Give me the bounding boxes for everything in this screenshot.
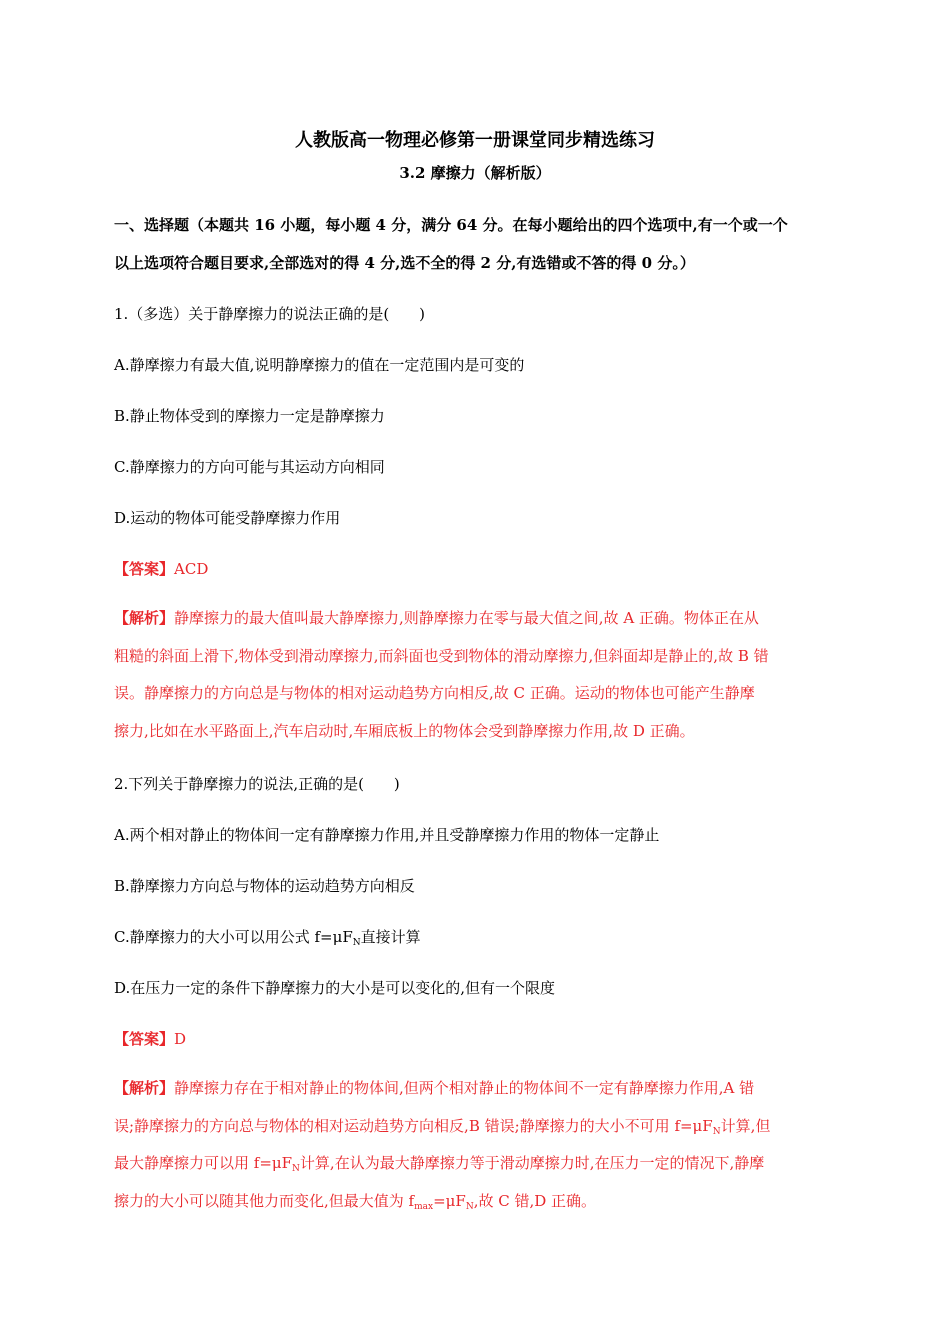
question-2-option-c: C.静摩擦力的大小可以用公式 $f=\mu F_N$直接计算 [114,928,421,948]
document-subtitle: 3.2 摩擦力（解析版） [399,164,551,182]
analysis-line: 擦力,比如在水平路面上,汽车启动时,车厢底板上的物体会受到静摩擦力作用,故 D 正确。 [114,721,695,740]
analysis-label: 【解析】 [114,609,175,627]
question-2-option-a: A.两个相对静止的物体间一定有静摩擦力作用,并且受静摩擦力作用的物体一定静止 [114,826,660,844]
question-2-option-d: D.在压力一定的条件下静摩擦力的大小是可以变化的,但有一个限度 [114,979,556,997]
analysis-line: 最大静摩擦力可以用 $f=\mu F_N$计算,在认为最大静摩擦力等于滑动摩擦力时,在压力一定的情况下,静摩 [114,1154,765,1174]
question-2-option-b: B.静摩擦力方向总与物体的运动趋势方向相反 [114,877,415,895]
question-1-option-a: A.静摩擦力有最大值,说明静摩擦力的值在一定范围内是可变的 [114,356,525,374]
question-1-option-c: C.静摩擦力的方向可能与其运动方向相同 [114,458,385,476]
question-1-option-d: D.运动的物体可能受静摩擦力作用 [114,509,341,527]
answer-label: 【答案】 [114,560,175,578]
question-1-answer [114,558,844,579]
question-2-stem: 2.下列关于静摩擦力的说法,正确的是( ) [114,775,400,793]
section-instructions-line-1: 一、选择题（本题共 16 小题，每小题 4 分，满分 64 分。在每小题给出的四个选项中,有一个或一个 [114,216,788,234]
section-instructions-line-2: 以上选项符合题目要求,全部选对的得 4 分,选不全的得 2 分,有选错或不答的得 0 分。） [114,254,695,272]
question-2-answer [114,1028,844,1049]
question-1-stem: 1.（多选）关于静摩擦力的说法正确的是( ) [114,305,426,323]
analysis-line: 误。静摩擦力的方向总是与物体的相对运动趋势方向相反,故 C 正确。运动的物体也可能产生静摩 [114,684,755,702]
answer-value: ACD [174,560,209,578]
question-2-analysis [114,1070,842,1220]
document-title: 人教版高一物理必修第一册课堂同步精选练习 [295,130,655,151]
analysis-line: 误;静摩擦力的方向总与物体的相对运动趋势方向相反,B 错误;静摩擦力的大小不可用 $f=\mu F_N$计算,但 [114,1116,771,1137]
question-1-analysis [114,600,842,750]
analysis-line: 【解析】静摩擦力存在于相对静止的物体间,但两个相对静止的物体间不一定有静摩擦力作用,A 错 [114,1079,755,1097]
analysis-label: 【解析】 [114,1079,175,1097]
question-1-option-b: B.静止物体受到的摩擦力一定是静摩擦力 [114,407,385,425]
analysis-line: 【解析】静摩擦力的最大值叫最大静摩擦力,则静摩擦力在零与最大值之间,故 A 正确。物体正在从 [114,609,759,627]
analysis-line: 擦力的大小可以随其他力而变化,但最大值为 $f_{max}=\mu F_N$,故 C 错,D 正确。 [114,1191,597,1212]
analysis-line: 粗糙的斜面上滑下,物体受到滑动摩擦力,而斜面也受到物体的滑动摩擦力,但斜面却是静止的,故 B 错 [114,646,769,665]
answer-label: 【答案】 [114,1030,175,1048]
answer-value: D [174,1030,187,1048]
